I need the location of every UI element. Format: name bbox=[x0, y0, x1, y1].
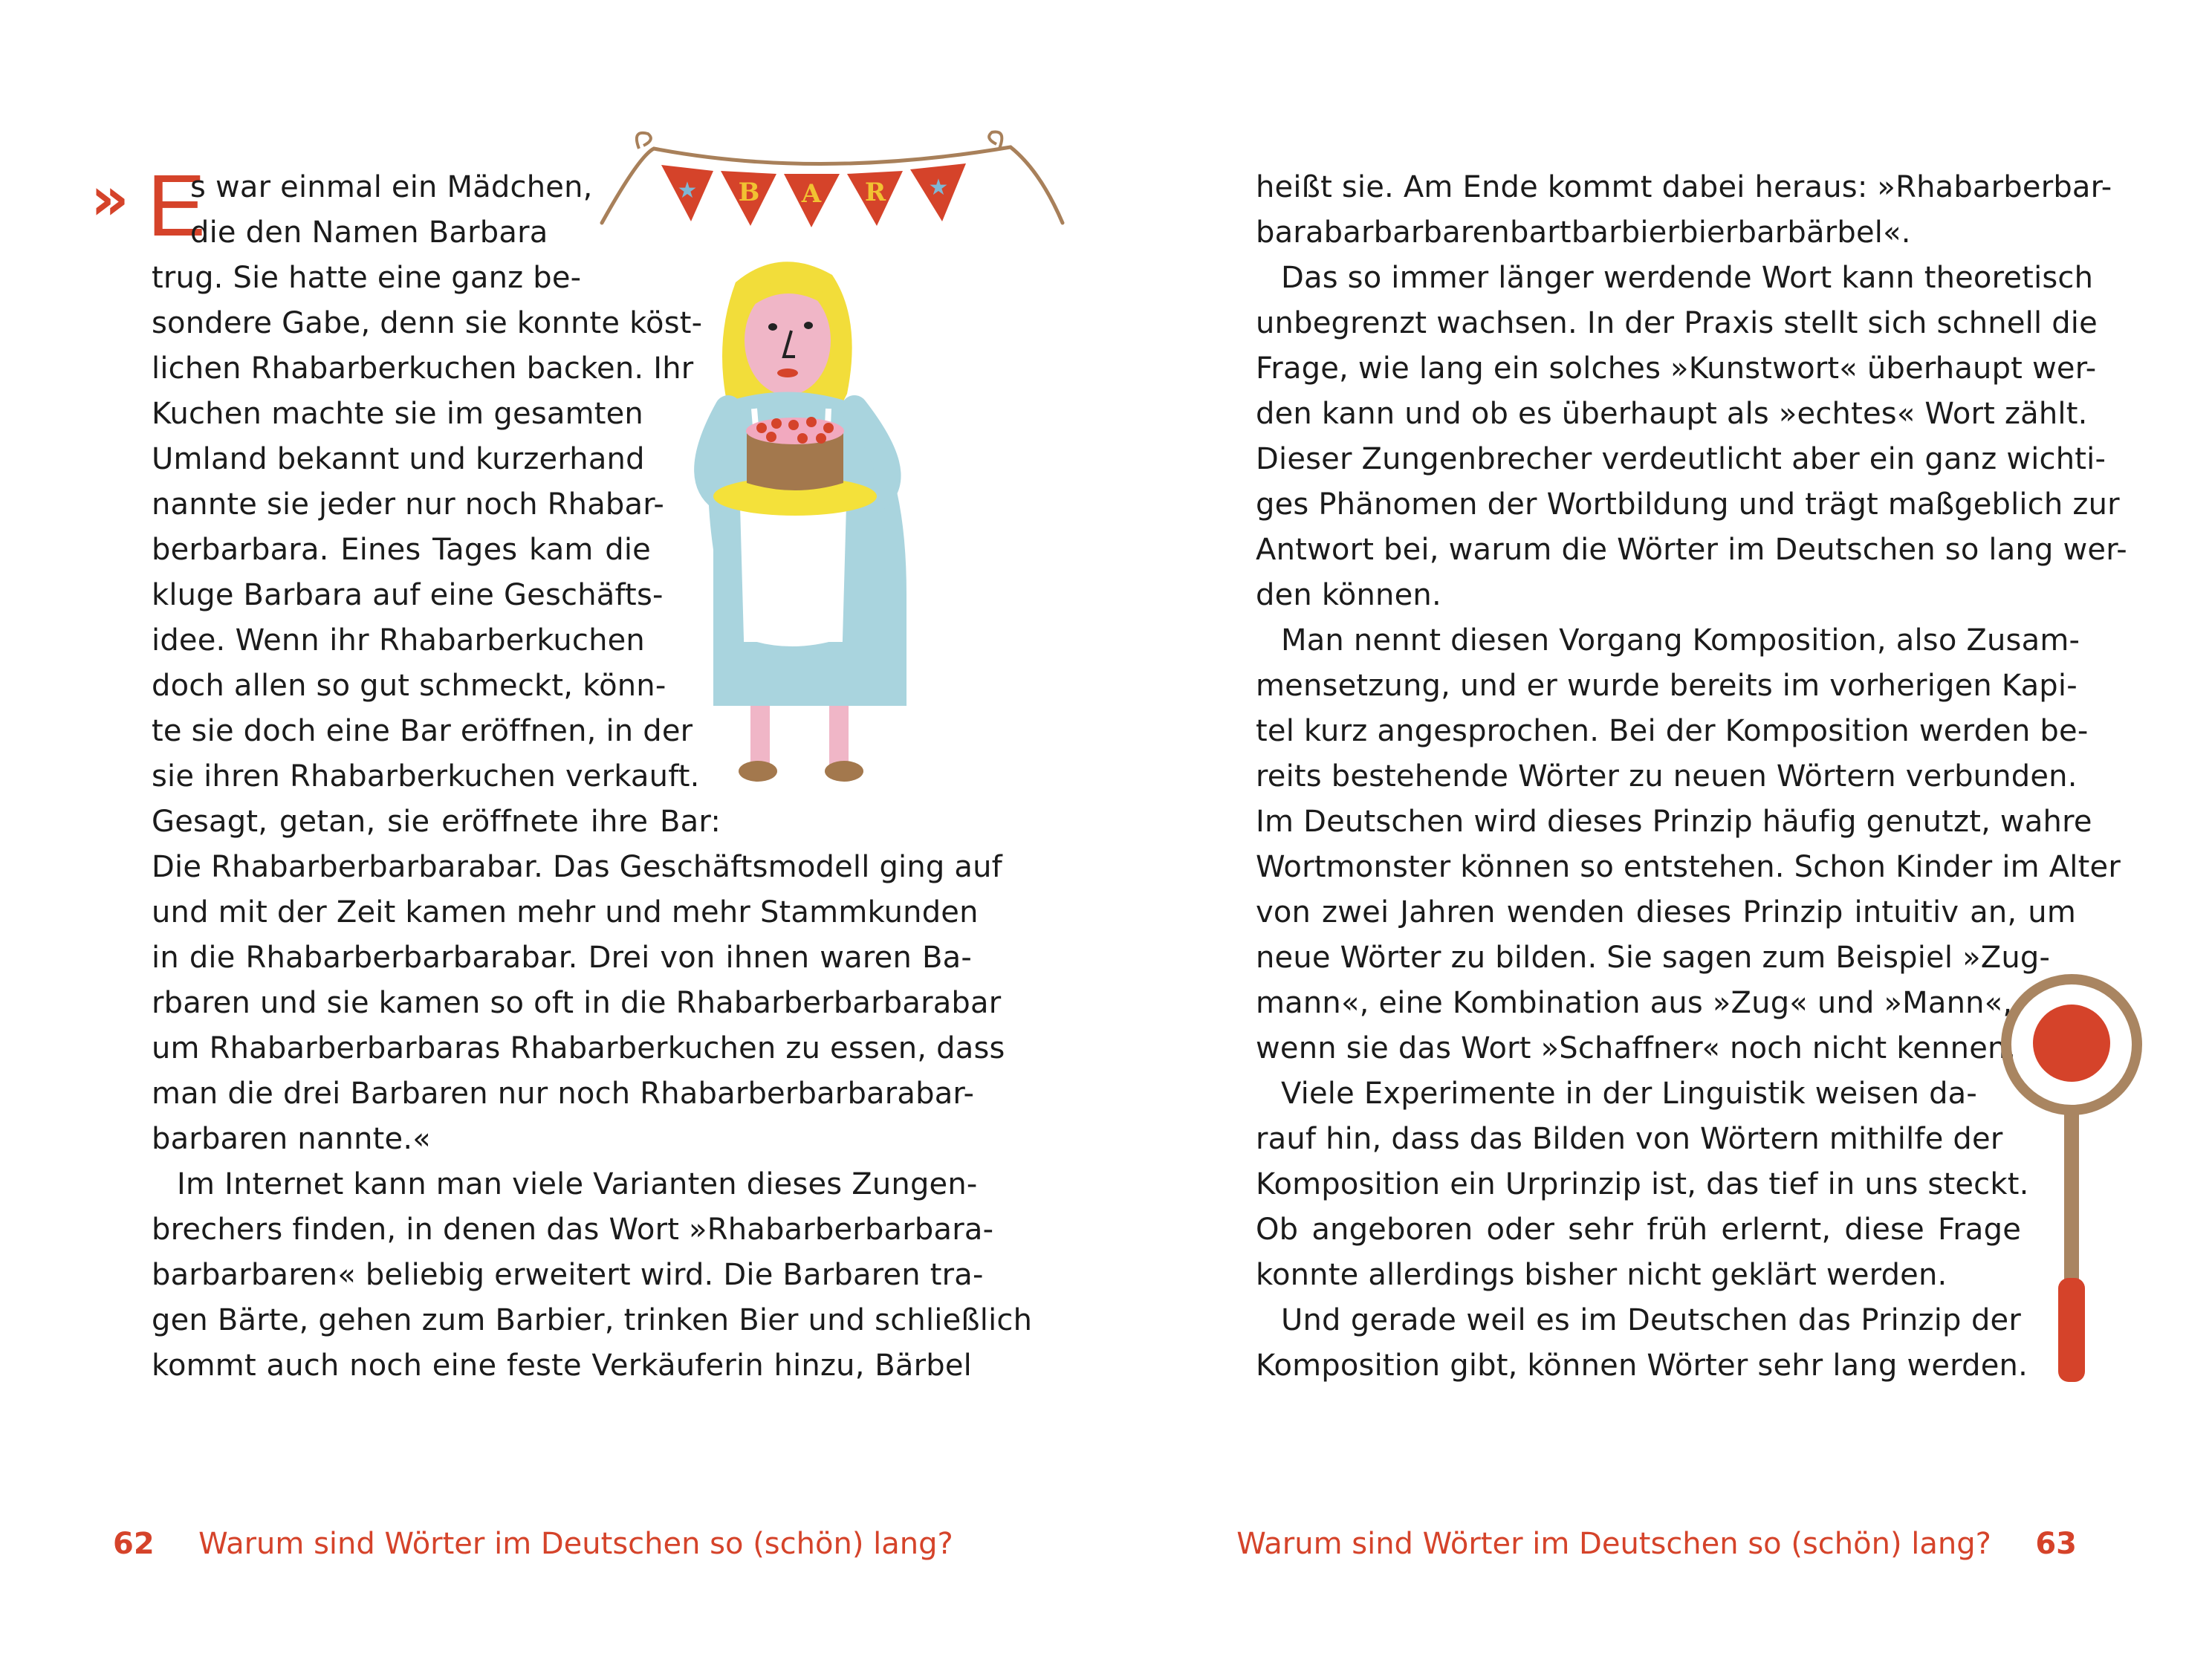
text-line: brechers finden, in denen das Wort »Rhabarberbarbara- bbox=[152, 1213, 994, 1247]
text-line: um Rhabarberbarbaras Rhabarberkuchen zu essen, dass bbox=[152, 1031, 1005, 1065]
signal-paddle-illustration bbox=[1997, 966, 2161, 1397]
banner-letter: A bbox=[801, 179, 822, 209]
text-line: rbaren und sie kamen so oft in die Rhabarberbarbarabar bbox=[152, 986, 1002, 1020]
text-line: barbarbaren« beliebig erweitert wird. Die Barbaren tra- bbox=[152, 1258, 984, 1292]
text-line: Man nennt diesen Vorgang Komposition, also Zusam- bbox=[1281, 623, 2080, 658]
text-line: Im Deutschen wird dieses Prinzip häufig genutzt, wahre bbox=[1256, 805, 2092, 839]
text-line: Gesagt, getan, sie eröffnete ihre Bar: bbox=[152, 805, 721, 839]
text-line: konnte allerdings bisher nicht geklärt werden. bbox=[1256, 1258, 1947, 1292]
star-icon: ★ bbox=[677, 178, 698, 204]
text-line: Umland bekannt und kurzerhand bbox=[152, 442, 645, 476]
text-line: neue Wörter zu bilden. Sie sagen zum Beispiel »Zug- bbox=[1256, 941, 2051, 975]
text-line: mensetzung, und er wurde bereits im vorherigen Kapi- bbox=[1256, 669, 2078, 703]
text-line: doch allen so gut schmeckt, könn- bbox=[152, 669, 666, 703]
text-line: den können. bbox=[1256, 578, 1441, 612]
text-line: in die Rhabarberbarbarabar. Drei von ihnen waren Ba- bbox=[152, 941, 972, 975]
text-line: wenn sie das Wort »Schaffner« noch nicht kennen. bbox=[1256, 1031, 2017, 1065]
text-line: rauf hin, dass das Bilden von Wörtern mithilfe der bbox=[1256, 1122, 2003, 1156]
text-line: den kann und ob es überhaupt als »echtes« Wort zählt. bbox=[1256, 397, 2088, 431]
banner-letter: R bbox=[864, 178, 886, 207]
page-number: 63 bbox=[2035, 1527, 2077, 1561]
text-line: trug. Sie hatte eine ganz be- bbox=[152, 261, 582, 295]
text-line: Frage, wie lang ein solches »Kunstwort« überhaupt wer- bbox=[1256, 351, 2097, 386]
text-line: Komposition ein Urprinzip ist, das tief in uns steckt. bbox=[1256, 1167, 2029, 1201]
text-line: Und gerade weil es im Deutschen das Prinzip der bbox=[1281, 1303, 2021, 1337]
text-line: lichen Rhabarberkuchen backen. Ihr bbox=[152, 351, 694, 386]
text-line: te sie doch eine Bar eröffnen, in der bbox=[152, 714, 693, 748]
text-line: von zwei Jahren wenden dieses Prinzip intuitiv an, um bbox=[1256, 895, 2076, 929]
text-line: kluge Barbara auf eine Geschäfts- bbox=[152, 578, 664, 612]
text-line: Die Rhabarberbarbarabar. Das Geschäftsmodell ging auf bbox=[152, 850, 1002, 884]
text-line: Dieser Zungenbrecher verdeutlicht aber ein ganz wichti- bbox=[1256, 442, 2106, 476]
text-line: mann«, eine Kombination aus »Zug« und »Mann«, bbox=[1256, 986, 2013, 1020]
text-line: Komposition gibt, können Wörter sehr lang werden. bbox=[1256, 1349, 2028, 1383]
text-line: und mit der Zeit kamen mehr und mehr Stammkunden bbox=[152, 895, 979, 929]
text-line: unbegrenzt wachsen. In der Praxis stellt sich schnell die bbox=[1256, 306, 2098, 340]
text-line: man die drei Barbaren nur noch Rhabarberbarbarabar- bbox=[152, 1077, 975, 1111]
text-line: berbarbara. Eines Tages kam die bbox=[152, 533, 651, 567]
text-line: s war einmal ein Mädchen, bbox=[190, 170, 593, 204]
text-line: kommt auch noch eine feste Verkäuferin hinzu, Bärbel bbox=[152, 1349, 972, 1383]
text-line: idee. Wenn ihr Rhabarberkuchen bbox=[152, 623, 645, 658]
text-line: heißt sie. Am Ende kommt dabei heraus: »Rhabarberbar- bbox=[1256, 170, 2112, 204]
banner-letter: B bbox=[738, 178, 760, 207]
text-line: Das so immer länger werdende Wort kann theoretisch bbox=[1281, 261, 2094, 295]
footer-left bbox=[113, 1522, 953, 1566]
dropcap-quote: » bbox=[91, 164, 125, 233]
running-title: Warum sind Wörter im Deutschen so (schön) lang? bbox=[198, 1527, 953, 1561]
text-line: die den Namen Barbara bbox=[190, 215, 548, 250]
text-line: ges Phänomen der Wortbildung und trägt maßgeblich zur bbox=[1256, 487, 2120, 522]
girl-with-cake-illustration bbox=[684, 253, 951, 802]
text-line: sie ihren Rhabarberkuchen verkauft. bbox=[152, 759, 700, 794]
text-line: Antwort bei, warum die Wörter im Deutschen so lang wer- bbox=[1256, 533, 2127, 567]
page-number: 62 bbox=[113, 1527, 155, 1561]
text-line: reits bestehende Wörter zu neuen Wörtern verbunden. bbox=[1256, 759, 2078, 794]
footer-right bbox=[1236, 1522, 2077, 1566]
text-line: nannte sie jeder nur noch Rhabar- bbox=[152, 487, 664, 522]
text-line: Im Internet kann man viele Varianten dieses Zungen- bbox=[177, 1167, 978, 1201]
running-title: Warum sind Wörter im Deutschen so (schön) lang? bbox=[1236, 1527, 1991, 1561]
text-line: sondere Gabe, denn sie konnte köst- bbox=[152, 306, 703, 340]
text-line: Wortmonster können so entstehen. Schon Kinder im Alter bbox=[1256, 850, 2121, 884]
right-page bbox=[1106, 0, 2212, 1668]
text-line: Kuchen machte sie im gesamten bbox=[152, 397, 643, 431]
text-line: tel kurz angesprochen. Bei der Komposition werden be- bbox=[1256, 714, 2089, 748]
star-icon: ★ bbox=[928, 175, 949, 201]
text-line: barabarbarbarenbartbarbierbierbarbärbel«. bbox=[1256, 215, 1911, 250]
text-line: Ob angeboren oder sehr früh erlernt, diese Frage bbox=[1256, 1213, 2021, 1247]
text-line: barbaren nannte.« bbox=[152, 1122, 431, 1156]
text-line: gen Bärte, gehen zum Barbier, trinken Bier und schließlich bbox=[152, 1303, 1033, 1337]
bunting-illustration bbox=[594, 126, 1070, 253]
text-line: Viele Experimente in der Linguistik weisen da- bbox=[1281, 1077, 1978, 1111]
dropcap-letter: E bbox=[147, 157, 206, 255]
